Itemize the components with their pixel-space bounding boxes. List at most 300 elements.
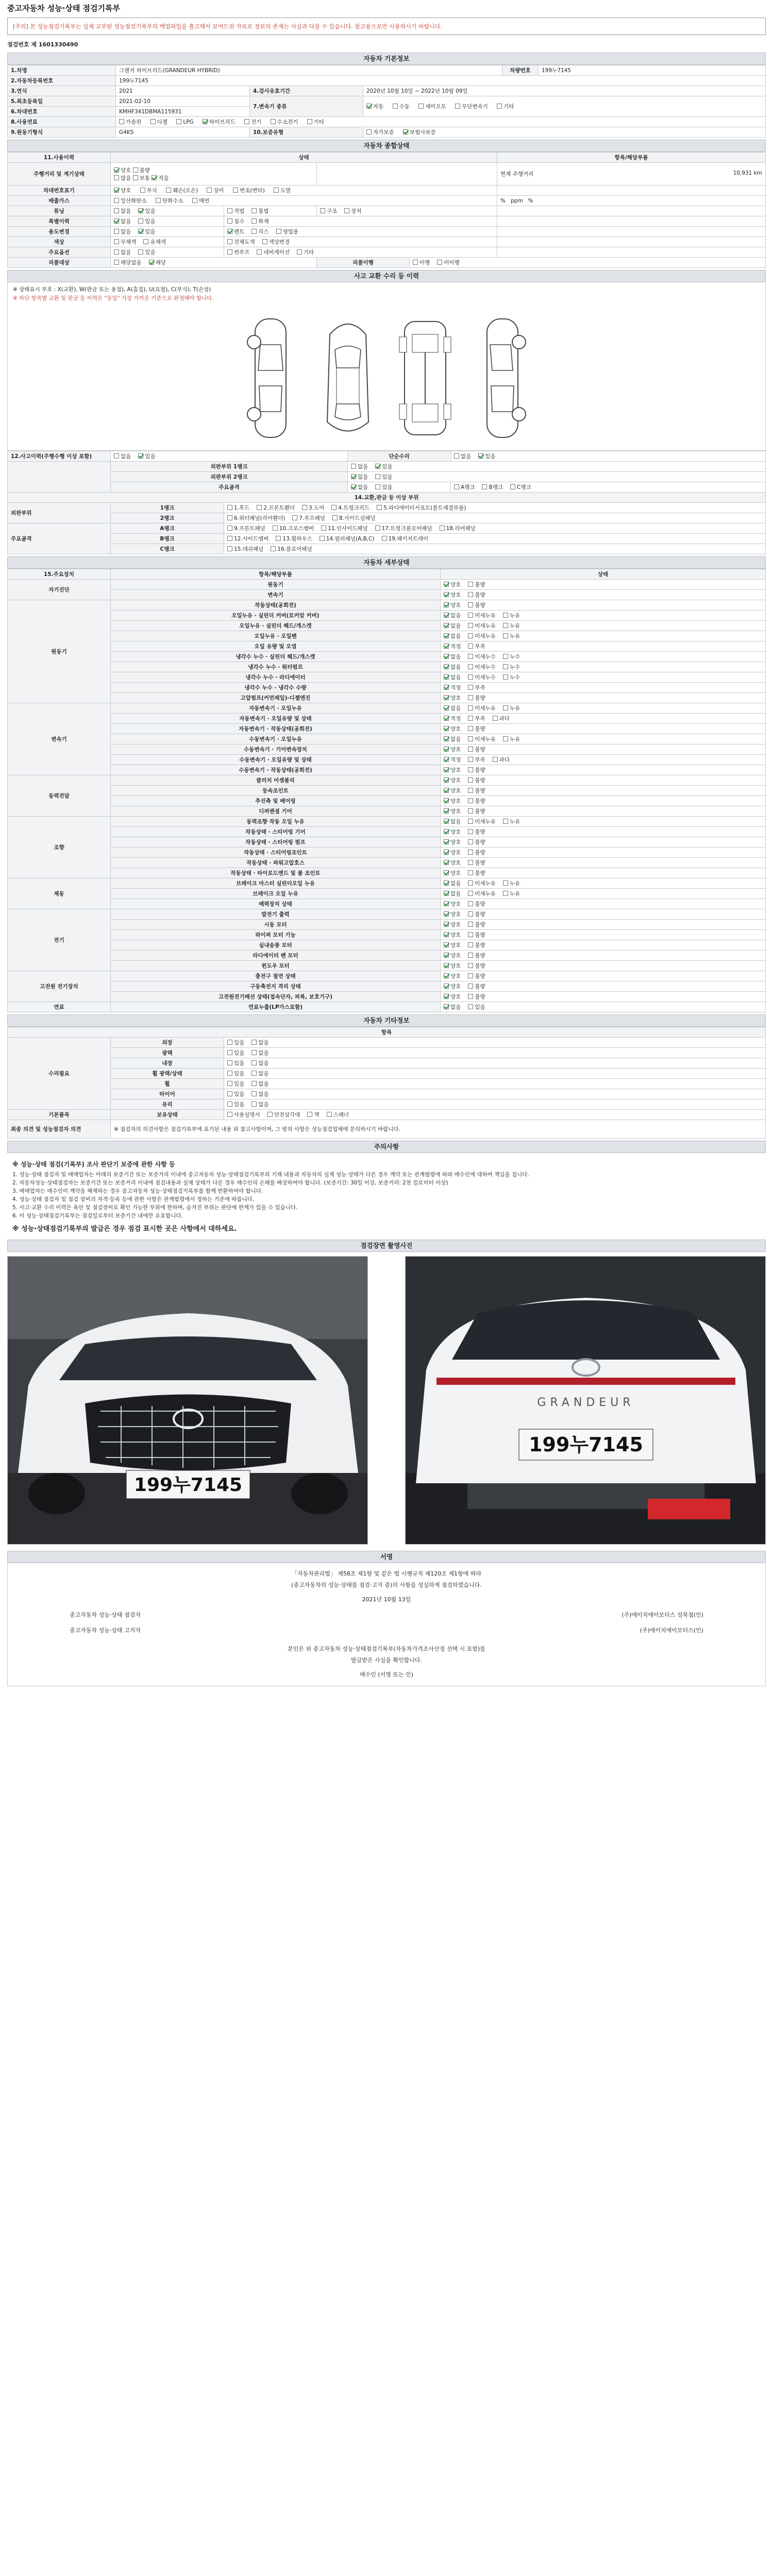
other-state: 있음 없음 — [224, 1079, 766, 1089]
checkbox[interactable] — [468, 726, 473, 731]
checkbox[interactable] — [478, 453, 483, 459]
checkbox[interactable] — [503, 623, 508, 628]
document-number: 점검번호 제 1601330490 — [7, 41, 78, 48]
checkbox[interactable] — [444, 613, 449, 618]
detail-row — [8, 971, 766, 981]
checkbox[interactable] — [503, 664, 508, 669]
other-item: 외장 — [111, 1038, 224, 1048]
checkbox[interactable] — [444, 654, 449, 659]
checkbox[interactable] — [444, 747, 449, 752]
other-row — [8, 1038, 766, 1048]
checkbox[interactable] — [377, 505, 382, 510]
checkbox[interactable] — [227, 218, 232, 224]
checkbox[interactable] — [468, 747, 473, 752]
checkbox[interactable] — [468, 984, 473, 989]
checkbox[interactable] — [468, 777, 473, 783]
checkbox[interactable] — [503, 633, 508, 638]
checkbox[interactable] — [274, 188, 279, 193]
checkbox[interactable] — [468, 953, 473, 958]
checkbox[interactable] — [227, 1091, 232, 1096]
checkbox[interactable] — [227, 526, 232, 531]
checkbox[interactable] — [444, 860, 449, 865]
checkbox[interactable] — [227, 229, 232, 234]
checkbox[interactable] — [271, 119, 276, 124]
svg-text:199누7145: 199누7145 — [133, 1475, 243, 1496]
detail-row — [8, 744, 766, 755]
checkbox[interactable] — [444, 788, 449, 793]
detail-state: 양호 불량 — [441, 827, 766, 837]
checkbox[interactable] — [444, 932, 449, 937]
checkbox[interactable] — [468, 664, 473, 669]
checkbox[interactable] — [468, 623, 473, 628]
checkbox[interactable] — [444, 705, 449, 710]
detail-item: 브레이크 마스터 실린더오일 누유 — [111, 878, 441, 889]
detail-state: 없음 미세누유 누유 — [441, 631, 766, 641]
detail-item: 수동변속기 · 오일유량 및 상태 — [111, 755, 441, 765]
detail-item: 추진축 및 베어링 — [111, 796, 441, 806]
detail-row — [8, 683, 766, 693]
checkbox[interactable] — [262, 239, 267, 244]
checkbox[interactable] — [138, 218, 143, 224]
checkbox[interactable] — [444, 942, 449, 947]
accident-table: 12.사고이력(주행수행 이상 포함) 없음 있음 단순수리 없음 있음 외판부위 1랭크 없음 있음 외판부위 2랭크 없음 있음 주요골격 없음 있음 A랭크 B랭크 C랭크 14.교환,판금 등 이상 부위 외판부위 1랭크 1.후드 2.프론트휀더 3.도어 4.트렁크리드 5.라디에이터서포트(볼트체결부품) 2랭크 6.쿼터패널(리어휀더) 7.루프패널 8.사이드실패널 주요골격 A랭크 9.프론트패널 10.크로스멤버 11.인사이드패널 17.트렁크플로어패널 18.리어패널 B랭크 12.사이드멤버 13.휠하우스 14.필러패널(A,B,C) 19.패키지트레이 C랭크 15.대쉬패널 16.플로어패널 — [7, 451, 766, 554]
checkbox[interactable] — [251, 1101, 257, 1107]
checkbox[interactable] — [366, 129, 372, 134]
detail-item: 디퍼렌셜 기어 — [111, 806, 441, 817]
checkbox[interactable] — [503, 674, 508, 680]
detail-row — [8, 755, 766, 765]
checkbox[interactable] — [468, 705, 473, 710]
checkbox[interactable] — [444, 798, 449, 803]
page-title: 중고자동차 성능·상태 점검기록부 — [7, 3, 121, 13]
detail-item: 자동변속기 · 오일누유 — [111, 703, 441, 714]
checkbox[interactable] — [468, 633, 473, 638]
checkbox[interactable] — [393, 104, 398, 109]
detail-item: 작동상태 · 스티어링조인트 — [111, 848, 441, 858]
checkbox[interactable] — [251, 218, 257, 224]
checkbox[interactable] — [257, 249, 262, 255]
checkbox[interactable] — [227, 1081, 232, 1086]
checkbox[interactable] — [166, 188, 171, 193]
checkbox[interactable] — [468, 1004, 473, 1009]
checkbox[interactable] — [468, 602, 473, 607]
checkbox[interactable] — [468, 932, 473, 937]
checkbox[interactable] — [292, 515, 297, 520]
mileage-value: 현재 주행거리 10,931 km — [497, 163, 766, 185]
checkbox[interactable] — [351, 484, 356, 489]
detail-item: 연료누출(LP가스포함) — [111, 1002, 441, 1012]
checkbox[interactable] — [251, 1060, 257, 1065]
detail-state: 없음 미세누유 누유 — [441, 703, 766, 714]
other-row — [8, 1058, 766, 1069]
checkbox[interactable] — [320, 536, 325, 541]
checkbox[interactable] — [468, 674, 473, 680]
detail-state: 양호 불량 — [441, 940, 766, 951]
detail-state: 양호 불량 — [441, 909, 766, 920]
checkbox[interactable] — [444, 685, 449, 690]
checkbox[interactable] — [444, 994, 449, 999]
checkbox[interactable] — [251, 229, 257, 234]
detail-item: 작동상태 · 스티어링 기어 — [111, 827, 441, 837]
detail-group: 제동 — [8, 878, 111, 909]
checkbox[interactable] — [468, 654, 473, 659]
checkbox[interactable] — [468, 767, 473, 772]
checkbox[interactable] — [114, 229, 119, 234]
checkbox[interactable] — [227, 536, 232, 541]
checkbox[interactable] — [444, 1004, 449, 1009]
basic-info-table: 1.차명 그랜저 하이브리드(GRANDEUR HYBRID) 차량번호 199누7145 2.자동차등록번호 199누7145 3.연식 2021 4.검사유효기간 2020년 10월 10일 ~ 2022년 10월 09일 5.최초등록일 2021-02-10 7.변속기 종류 자동 수동 세미오토 무단변속기 기타 6.차대번호 KMHF341DBMA115931 8.사용연료 가솔린 디젤 LPG 하이브리드 전기 수소전기 기타 9.원동기형식 G4KS 10.보증유형 자가보증 보험사보증 — [7, 65, 766, 138]
checkbox[interactable] — [276, 229, 281, 234]
checkbox[interactable] — [114, 249, 119, 255]
checkbox[interactable] — [276, 536, 281, 541]
detail-state: 없음 미세누수 누수 — [441, 662, 766, 672]
checkbox[interactable] — [251, 1081, 257, 1086]
checkbox[interactable] — [468, 798, 473, 803]
checkbox[interactable] — [150, 119, 156, 124]
detail-item: 동력조향 작동 오일 누유 — [111, 817, 441, 827]
checkbox[interactable] — [444, 582, 449, 587]
checkbox[interactable] — [375, 464, 380, 469]
checkbox[interactable] — [138, 208, 143, 213]
checkbox[interactable] — [444, 664, 449, 669]
checkbox[interactable] — [320, 208, 325, 213]
detail-row — [8, 611, 766, 621]
checkbox[interactable] — [468, 922, 473, 927]
detail-row — [8, 714, 766, 724]
checkbox[interactable] — [227, 505, 232, 510]
detail-state: 없음 있음 — [441, 1002, 766, 1012]
checkbox[interactable] — [114, 239, 119, 244]
checkbox[interactable] — [351, 464, 356, 469]
checkbox[interactable] — [227, 1040, 232, 1045]
checkbox[interactable] — [227, 1112, 232, 1117]
checkbox[interactable] — [375, 526, 380, 531]
checkbox[interactable] — [251, 1071, 257, 1076]
checkbox[interactable] — [418, 104, 424, 109]
checkbox[interactable] — [444, 623, 449, 628]
checkbox[interactable] — [251, 1091, 257, 1096]
checkbox[interactable] — [468, 891, 473, 896]
checkbox[interactable] — [503, 880, 508, 886]
checkbox[interactable] — [133, 175, 138, 180]
checkbox[interactable] — [114, 198, 119, 203]
checkbox[interactable] — [444, 870, 449, 875]
checkbox[interactable] — [227, 1060, 232, 1065]
car-right-view-icon — [472, 314, 533, 443]
caution-line: 2. 자동차성능·상태점검자는 보증기간 또는 보증거리 이내에 점검내용과 실제 상태가 다른 경우 매수인의 손해를 배상하여야 합니다. (보증기간: 30일 이상, 보증거리: 2천 킬로미터 이상) — [12, 1180, 448, 1186]
checkbox[interactable] — [152, 175, 157, 180]
checkbox[interactable] — [468, 757, 473, 762]
checkbox[interactable] — [497, 104, 502, 109]
checkbox[interactable] — [468, 870, 473, 875]
detail-row — [8, 621, 766, 631]
checkbox[interactable] — [444, 716, 449, 721]
checkbox[interactable] — [114, 188, 119, 193]
checkbox[interactable] — [444, 850, 449, 855]
legend-line: ※ 상태표시 부호 : X(교환), W(판금 또는 용접), A(흠집), U(요철), C(부식), T(손상) — [13, 286, 211, 293]
detail-state: 없음 미세누유 누유 — [441, 817, 766, 827]
checkbox[interactable] — [468, 613, 473, 618]
detail-state: 없음 미세누수 누수 — [441, 652, 766, 662]
checkbox[interactable] — [444, 808, 449, 814]
checkbox[interactable] — [227, 1071, 232, 1076]
notice-banner: [주의] 본 성능점검기록부는 실제 교부된 성능점검기록부의 백업파일을 출고해서 보여드린 자료로 정보의 존재는 사실과 다를 수 있습니다. 참고용으로만 사용하시기 바랍니다. — [7, 18, 766, 35]
checkbox[interactable] — [114, 167, 119, 173]
checkbox[interactable] — [444, 984, 449, 989]
detail-state: 양호 불량 — [441, 920, 766, 930]
checkbox[interactable] — [440, 526, 445, 531]
detail-state: 양호 불량 — [441, 693, 766, 703]
checkbox[interactable] — [203, 119, 208, 124]
other-item: 내장 — [111, 1058, 224, 1069]
checkbox[interactable] — [227, 1050, 232, 1055]
inspection-photos — [7, 1252, 766, 1551]
detail-row — [8, 961, 766, 971]
detail-item: 고압펌프(커먼레일)-디젤엔진 — [111, 693, 441, 703]
section-photo-title: 점검장면 촬영사진 — [7, 1240, 766, 1252]
detail-state: 없음 미세누유 누유 — [441, 734, 766, 744]
checkbox[interactable] — [468, 911, 473, 917]
other-state: 있음 없음 — [224, 1099, 766, 1110]
checkbox[interactable] — [332, 515, 338, 520]
detail-state: 양호 불량 — [441, 858, 766, 868]
checkbox[interactable] — [468, 942, 473, 947]
checkbox[interactable] — [468, 963, 473, 968]
checkbox[interactable] — [227, 1101, 232, 1107]
other-row — [8, 1089, 766, 1099]
checkbox[interactable] — [468, 860, 473, 865]
checkbox[interactable] — [251, 1040, 257, 1045]
checkbox[interactable] — [468, 788, 473, 793]
detail-state: 양호 불량 — [441, 848, 766, 858]
checkbox[interactable] — [133, 167, 138, 173]
detail-row — [8, 889, 766, 899]
checkbox[interactable] — [375, 474, 380, 479]
checkbox[interactable] — [444, 674, 449, 680]
checkbox[interactable] — [227, 239, 232, 244]
detail-row — [8, 672, 766, 683]
checkbox[interactable] — [454, 453, 459, 459]
checkbox[interactable] — [444, 880, 449, 886]
checkbox[interactable] — [207, 188, 212, 193]
checkbox[interactable] — [403, 129, 408, 134]
detail-state: 적정 부족 — [441, 641, 766, 652]
checkbox[interactable] — [375, 484, 380, 489]
checkbox[interactable] — [493, 757, 498, 762]
checkbox[interactable] — [468, 592, 473, 597]
checkbox[interactable] — [114, 260, 119, 265]
detail-item: 브레이크 오일 누유 — [111, 889, 441, 899]
checkbox[interactable] — [307, 1112, 312, 1117]
detail-state: 없음 미세누유 누유 — [441, 621, 766, 631]
checkbox[interactable] — [114, 175, 119, 180]
checkbox[interactable] — [138, 453, 143, 459]
detail-state: 없음 미세누유 누유 — [441, 889, 766, 899]
checkbox[interactable] — [444, 726, 449, 731]
checkbox[interactable] — [468, 829, 473, 834]
checkbox[interactable] — [138, 249, 143, 255]
checkbox[interactable] — [444, 911, 449, 917]
checkbox[interactable] — [437, 260, 442, 265]
checkbox[interactable] — [143, 239, 148, 244]
caution-line: 6. 이 성능·상태점검기록부는 점검일로부터 보증기간 내에만 유효합니다. — [12, 1213, 183, 1219]
checkbox[interactable] — [468, 736, 473, 741]
checkbox[interactable] — [444, 953, 449, 958]
checkbox[interactable] — [510, 484, 515, 489]
checkbox[interactable] — [503, 654, 508, 659]
detail-row — [8, 703, 766, 714]
checkbox[interactable] — [444, 633, 449, 638]
checkbox[interactable] — [444, 757, 449, 762]
checkbox[interactable] — [413, 260, 418, 265]
checkbox[interactable] — [468, 973, 473, 978]
caution-line: 1. 성능·상태 점검자 및 매매업자는 아래의 보증기간 또는 보증거리 이내에 중고자동차 성능·상태점검기록부의 기재 내용과 자동차의 실제 성능·상태가 다른 경우 계약 또는 관계법령에 따라 매수인에 대하여 책임을 집니다. — [12, 1172, 529, 1178]
checkbox[interactable] — [233, 188, 238, 193]
rear-photo — [405, 1256, 766, 1545]
checkbox[interactable] — [468, 839, 473, 844]
detail-state: 양호 불량 — [441, 868, 766, 878]
checkbox[interactable] — [344, 208, 349, 213]
checkbox[interactable] — [251, 208, 257, 213]
detail-item: 자동변속기 · 오일유량 및 상태 — [111, 714, 441, 724]
checkbox[interactable] — [444, 963, 449, 968]
checkbox[interactable] — [176, 119, 181, 124]
checkbox[interactable] — [468, 901, 473, 906]
checkbox[interactable] — [503, 613, 508, 618]
checkbox[interactable] — [482, 484, 487, 489]
checkbox[interactable] — [444, 973, 449, 978]
caution-block: ※ 성능·상태 점검(기록부) 조사 판단기 보증에 관한 사항 등 1. 성능·상태 점검자 및 매매업자는 아래의 보증기간 또는 보증거리 이내에 중고자동차 성능·상태점검기록부의 기재 내용과 자동차의 실제 성능·상태가 다른 경우 계약 또는 관계법령에 따라 매수인에 대하여 책임을 집니다. 2. 자동차성능·상태점검자는 보증기간 또는 보증거리 이내에 점검내용과 실제 상태가 다른 경우 매수인의 손해를 배상하여야 합니다. (보증기간: 30일 이상, 보증거리: 2천 킬로미터 이상) 3. 매매업자는 매수인이 계약을 해제하는 경우 중고자동차 성능·상태점검기록부를 함께 반환하여야 합니다. 4. 성능·상태 점검자 및 점검 장비의 자격·등록 등에 관한 사항은 관계법령에서 정하는 기준에 따릅니다. 5. 사고·교환 수리 이력은 육안 및 점검장비로 확인 가능한 부위에 한하며, 숨겨진 부위는 판단에 한계가 있을 수 있습니다. 6. 이 성능·상태점검기록부는 점검일로부터 보증기간 내에만 유효합니다. ※ 성능·상태점검기록부의 발급은 경우 점검 표시한 곳은 사항에서 대하세요. — [7, 1153, 766, 1238]
checkbox[interactable] — [444, 829, 449, 834]
detail-row — [8, 868, 766, 878]
checkbox[interactable] — [444, 922, 449, 927]
checkbox[interactable] — [227, 546, 232, 551]
checkbox[interactable] — [297, 249, 302, 255]
checkbox[interactable] — [244, 119, 249, 124]
detail-state: 양호 불량 — [441, 600, 766, 611]
checkbox[interactable] — [468, 994, 473, 999]
checkbox[interactable] — [227, 208, 232, 213]
signature-block: 「자동차관리법」 제58조 제1항 및 같은 법 시행규칙 제120조 제1항에 따라 (중고자동차의 성능·상태를 점검·고지 중)의 사항을 성실하게 점검하였습니다. 2021년 10월 13일 중고자동차 성능·상태 점검자 (주)에이치에이모터스 성북점(인) 중고자동차 성능·상태 고지자 (주)에이치에이모터스(인) 본인은 위 중고자동차 성능·상태점검기록부(자동차가격조사산정 선택 시 포함)를 발급받은 사실을 확인합니다. 매수인 (서명 또는 인) — [7, 1563, 766, 1686]
checkbox[interactable] — [444, 695, 449, 700]
checkbox[interactable] — [444, 602, 449, 607]
checkbox[interactable] — [273, 526, 278, 531]
detail-item: 냉각수 누수 · 라디에이터 — [111, 672, 441, 683]
svg-text:GRANDEUR: GRANDEUR — [537, 1396, 635, 1409]
checkbox[interactable] — [468, 880, 473, 886]
checkbox[interactable] — [503, 819, 508, 824]
checkbox[interactable] — [192, 198, 197, 203]
detail-item: 수동변속기 · 기어변속장치 — [111, 744, 441, 755]
checkbox[interactable] — [493, 716, 498, 721]
overall-state-table: 11.사용이력 상태 항목/해당부품 주행거리 및 계기상태 양호 불량 많음 보통 적음 현재 주행거리 10,931 km 차대번호표기 양호 부식 훼손(오손) 상이 변조(변타) 도말 배출가스 일산화탄소 탄화수소 매연 % ppm % 튜닝 없음 있음 적법 불법 구조 장치 특별이력 없음 있음 침수 화재 용도변경 없음 있음 렌트 리스 영업용 색상 무채색 유채색 전체도색 색상변경 주요옵션 없음 있음 썬루프 네비게이션 기타 리콜대상 해당없음 해당 리콜이행 이행 미이행 — [7, 152, 766, 268]
checkbox[interactable] — [468, 819, 473, 824]
checkbox[interactable] — [503, 891, 508, 896]
other-row — [8, 1099, 766, 1110]
checkbox[interactable] — [444, 592, 449, 597]
checkbox[interactable] — [321, 526, 326, 531]
checkbox[interactable] — [140, 188, 145, 193]
checkbox[interactable] — [468, 850, 473, 855]
checkbox[interactable] — [455, 104, 460, 109]
caution-emphasis: ※ 성능·상태점검기록부의 발급은 경우 점검 표시한 곳은 사항에서 대하세요. — [12, 1225, 237, 1233]
checkbox[interactable] — [444, 901, 449, 906]
checkbox[interactable] — [351, 474, 356, 479]
checkbox[interactable] — [114, 208, 119, 213]
checkbox[interactable] — [331, 505, 337, 510]
car-bottom-view-icon — [394, 314, 456, 443]
checkbox[interactable] — [327, 1112, 332, 1117]
detail-group: 전기 — [8, 909, 111, 971]
checkbox[interactable] — [302, 505, 307, 510]
checkbox[interactable] — [454, 484, 459, 489]
checkbox[interactable] — [227, 249, 232, 255]
checkbox[interactable] — [503, 736, 508, 741]
checkbox[interactable] — [444, 767, 449, 772]
checkbox[interactable] — [271, 546, 276, 551]
section-overall-title: 자동차 종합상태 — [7, 140, 766, 152]
detail-row — [8, 909, 766, 920]
checkbox[interactable] — [468, 685, 473, 690]
checkbox[interactable] — [468, 643, 473, 649]
checkbox[interactable] — [149, 260, 154, 265]
detail-row — [8, 600, 766, 611]
checkbox[interactable] — [444, 777, 449, 783]
detail-item: 발전기 출력 — [111, 909, 441, 920]
checkbox[interactable] — [138, 229, 143, 234]
other-item: 유리 — [111, 1099, 224, 1110]
other-info-table: 항목 수리필요 외장 있음 없음 광택 있음 없음 내장 있음 없음 휠 광택/상태 있음 없음 휠 있음 없음 타이어 있음 없음 유리 있음 없음 기본품목 보유상태 사용설명서 안전삼각대 잭 스패너 최종 의견 및 성능점검자 의견 ※ 점검자의 의견사항은 점검기록부에 표기된 내용 외 참고사항이며, 그 밖의 사항은 성능점검업체에 문의하시기 바랍니다. — [7, 1027, 766, 1139]
checkbox[interactable] — [119, 119, 124, 124]
detail-row — [8, 940, 766, 951]
checkbox[interactable] — [267, 1112, 273, 1117]
checkbox[interactable] — [227, 515, 232, 520]
section-detail-title: 자동차 세부상태 — [7, 556, 766, 569]
checkbox[interactable] — [444, 643, 449, 649]
detail-row — [8, 920, 766, 930]
checkbox[interactable] — [382, 536, 387, 541]
checkbox[interactable] — [444, 839, 449, 844]
detail-item: 변속기 — [111, 590, 441, 600]
detail-item: 작동상태 · 스티어링 펌프 — [111, 837, 441, 848]
checkbox[interactable] — [156, 198, 161, 203]
checkbox[interactable] — [468, 582, 473, 587]
checkbox[interactable] — [251, 1050, 257, 1055]
checkbox[interactable] — [114, 453, 119, 459]
detail-state: 양호 불량 — [441, 930, 766, 940]
checkbox[interactable] — [114, 218, 119, 224]
checkbox[interactable] — [366, 104, 372, 109]
checkbox[interactable] — [503, 705, 508, 710]
detail-item: 라디에이터 팬 모터 — [111, 951, 441, 961]
front-photo — [7, 1256, 368, 1545]
checkbox[interactable] — [468, 808, 473, 814]
detail-state: 양호 불량 — [441, 951, 766, 961]
detail-row — [8, 641, 766, 652]
detail-state: 양호 불량 — [441, 971, 766, 981]
checkbox[interactable] — [444, 891, 449, 896]
checkbox[interactable] — [444, 736, 449, 741]
detail-item: 작동상태 · 타이로드엔드 및 볼 조인트 — [111, 868, 441, 878]
transmission-options: 자동 수동 세미오토 무단변속기 기타 — [363, 96, 766, 117]
checkbox[interactable] — [468, 695, 473, 700]
checkbox[interactable] — [468, 716, 473, 721]
checkbox[interactable] — [257, 505, 262, 510]
checkbox[interactable] — [444, 819, 449, 824]
detail-row — [8, 662, 766, 672]
checkbox[interactable] — [307, 119, 312, 124]
car-reg: 199누7145 — [539, 65, 766, 76]
